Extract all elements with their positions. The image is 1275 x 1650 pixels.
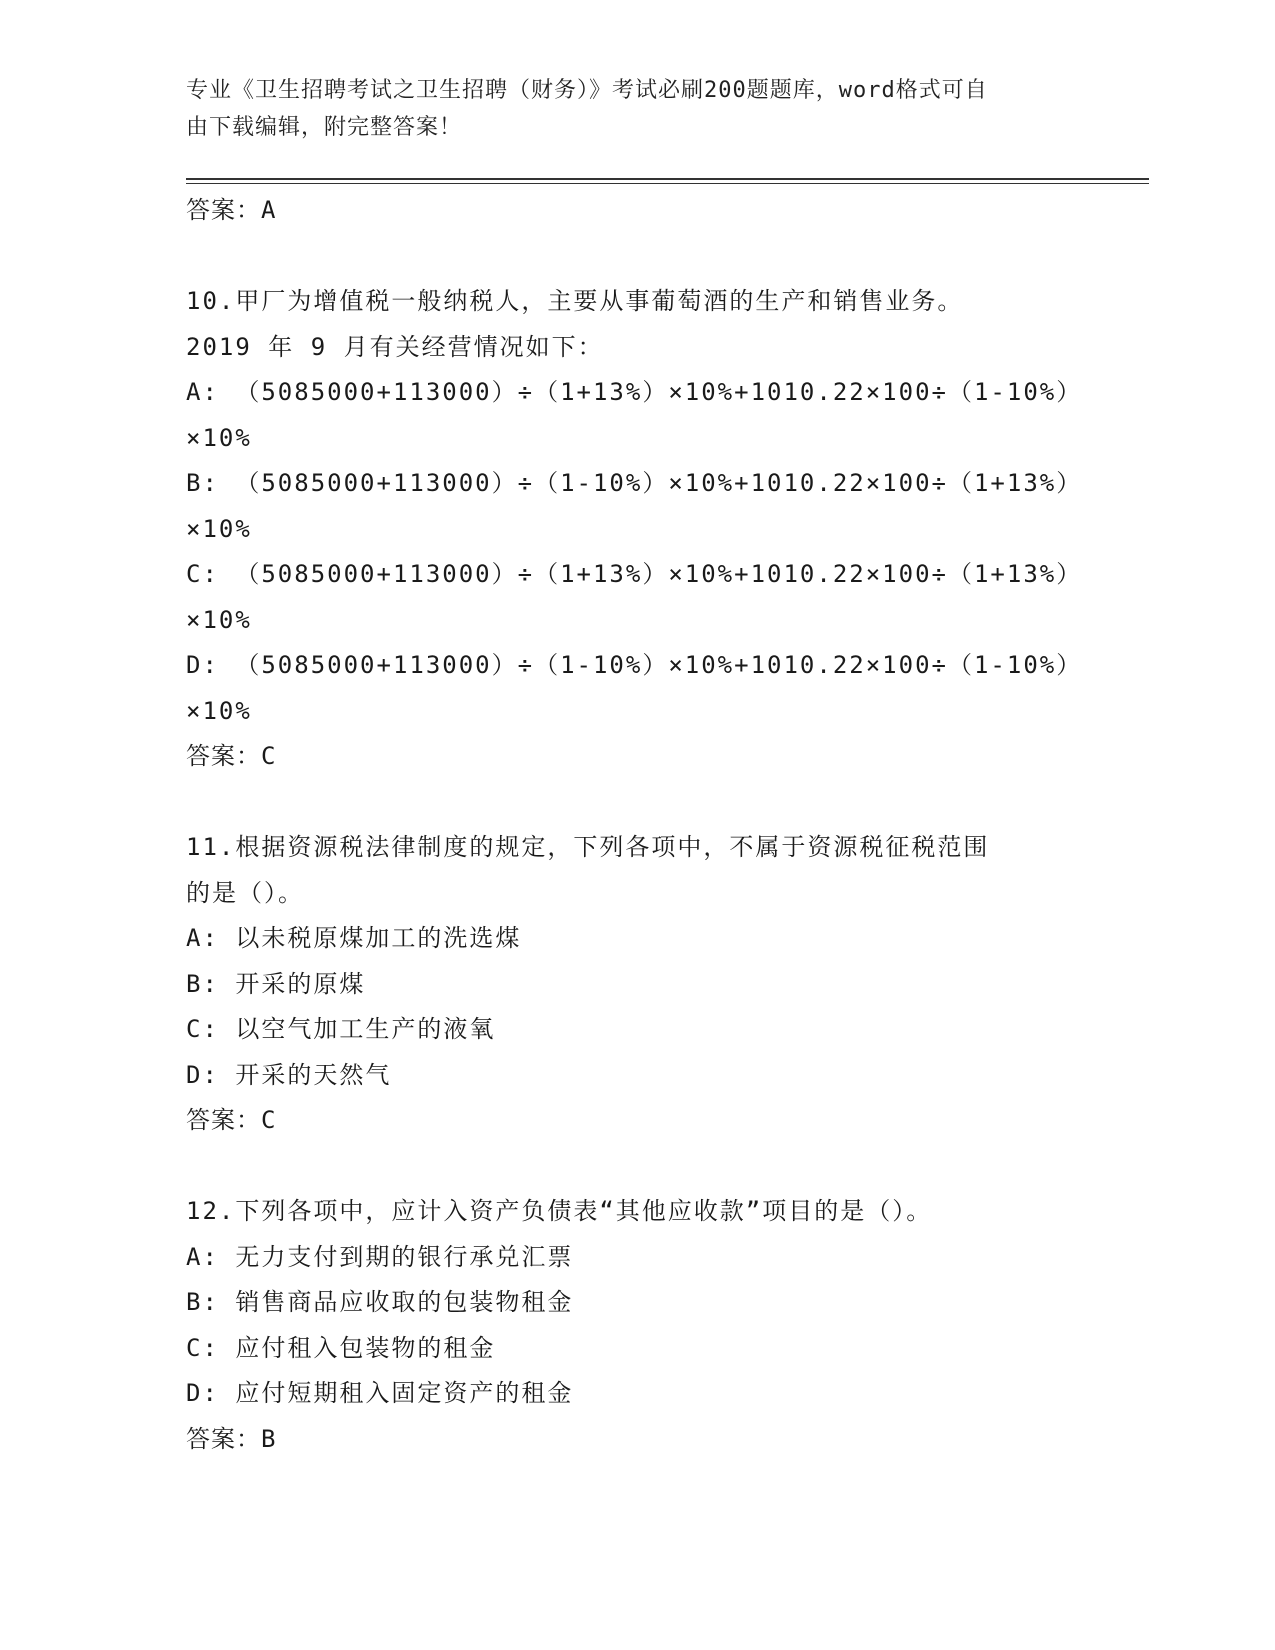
spacer xyxy=(186,1144,1086,1190)
header-divider-thin xyxy=(186,183,1149,184)
option-a: A: 无力支付到期的银行承兑汇票 xyxy=(186,1242,574,1271)
header-line-2: 由下载编辑，附完整答案！ xyxy=(186,115,463,140)
question-11 xyxy=(186,825,1086,1144)
header-divider-thick xyxy=(186,178,1149,180)
question-stem: 10.甲厂为增值税一般纳税人，主要从事葡萄酒的生产和销售业务。 xyxy=(186,287,964,315)
option-d-cont: ×10% xyxy=(186,696,252,725)
question-stem: 的是（）。 xyxy=(186,878,304,907)
header-line-1: 专业《卫生招聘考试之卫生招聘（财务）》考试必刷200题题库，word格式可自 xyxy=(186,78,988,103)
document-body xyxy=(186,188,1086,1462)
spacer xyxy=(186,780,1086,826)
option-a: A: 以未税原煤加工的洗选煤 xyxy=(186,924,522,952)
question-12 xyxy=(186,1189,1086,1462)
option-c-cont: ×10% xyxy=(186,605,252,634)
option-c: C: 以空气加工生产的液氧 xyxy=(186,1015,496,1043)
answer-line: 答案：B xyxy=(186,1424,277,1453)
option-b-cont: ×10% xyxy=(186,514,252,543)
question-stem: 2019 年 9 月有关经营情况如下： xyxy=(186,332,604,361)
option-d: D: 应付短期租入固定资产的租金 xyxy=(186,1379,574,1407)
option-d: D: （5085000+113000）÷（1-10%）×10%+1010.22×100÷（1-10%） xyxy=(186,651,1083,679)
option-c: C: （5085000+113000）÷（1+13%）×10%+1010.22×100÷（1+13%） xyxy=(186,560,1083,588)
answer-line: 答案：C xyxy=(186,742,277,770)
option-b: B: 开采的原煤 xyxy=(186,969,366,998)
answer-line: 答案：C xyxy=(186,1106,277,1134)
page-header xyxy=(186,72,1066,146)
option-b: B: （5085000+113000）÷（1-10%）×10%+1010.22×100÷（1+13%） xyxy=(186,469,1083,497)
spacer xyxy=(186,234,1086,280)
option-b: B: 销售商品应收取的包装物租金 xyxy=(186,1288,574,1316)
answer-line: 答案：A xyxy=(186,196,277,224)
option-a-cont: ×10% xyxy=(186,423,252,452)
question-stem: 12.下列各项中，应计入资产负债表“其他应收款”项目的是（）。 xyxy=(186,1197,933,1225)
option-d: D: 开采的天然气 xyxy=(186,1060,392,1089)
question-10 xyxy=(186,279,1086,780)
question-stem: 11.根据资源税法律制度的规定，下列各项中，不属于资源税征税范围 xyxy=(186,833,990,861)
option-c: C: 应付租入包装物的租金 xyxy=(186,1333,496,1362)
option-a: A: （5085000+113000）÷（1+13%）×10%+1010.22×100÷（1-10%） xyxy=(186,378,1083,406)
